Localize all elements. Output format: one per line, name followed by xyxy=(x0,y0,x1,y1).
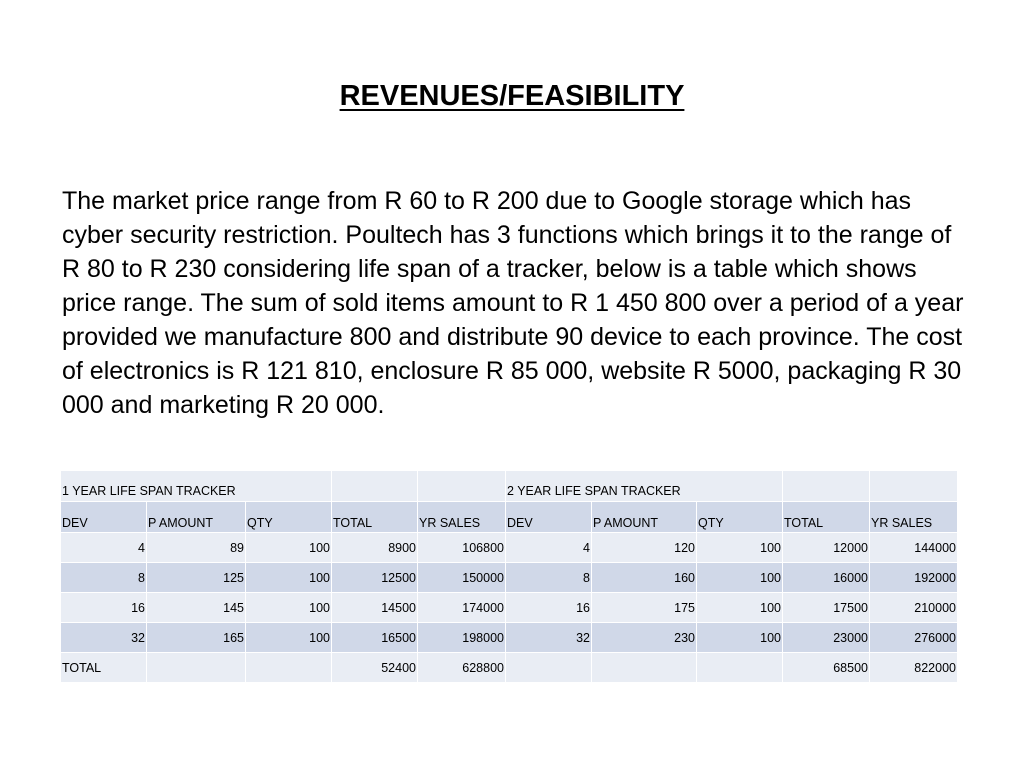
table-cell xyxy=(246,653,332,683)
total-cell: 628800 xyxy=(418,653,506,683)
table-cell: 16 xyxy=(506,593,592,623)
table-cell: 12000 xyxy=(783,533,870,563)
slide-title-text: REVENUES/FEASIBILITY xyxy=(339,80,685,112)
table-cell: 8 xyxy=(506,563,592,593)
column-header: P AMOUNT xyxy=(147,502,246,533)
table-row xyxy=(61,533,958,563)
table-cell: 16000 xyxy=(783,563,870,593)
table-cell: 23000 xyxy=(783,623,870,653)
table-cell: 210000 xyxy=(870,593,958,623)
table-cell: 175 xyxy=(592,593,697,623)
table-cell xyxy=(147,653,246,683)
table-cell: 32 xyxy=(506,623,592,653)
table-cell: 165 xyxy=(147,623,246,653)
table-cell: 192000 xyxy=(870,563,958,593)
group-2-title: 2 YEAR LIFE SPAN TRACKER xyxy=(506,471,783,502)
column-header: TOTAL xyxy=(332,502,418,533)
column-header: TOTAL xyxy=(783,502,870,533)
slide-title xyxy=(0,76,1024,116)
column-header: P AMOUNT xyxy=(592,502,697,533)
table-group-header-row xyxy=(61,471,958,502)
table-cell: 4 xyxy=(61,533,147,563)
column-header: DEV xyxy=(506,502,592,533)
table-cell xyxy=(418,471,506,502)
table-cell: 198000 xyxy=(418,623,506,653)
table-cell: 174000 xyxy=(418,593,506,623)
table-cell xyxy=(870,471,958,502)
table-cell: 100 xyxy=(697,533,783,563)
column-header: DEV xyxy=(61,502,147,533)
table-cell: 8900 xyxy=(332,533,418,563)
table-cell xyxy=(332,471,418,502)
table-cell: 16500 xyxy=(332,623,418,653)
body-paragraph: The market price range from R 60 to R 200 due to Google storage which has cyber security restriction. Poultech has 3 functions which brings it to the range of R 80 to R 230 considering life span of a tracker, below is a table which shows price range. The sum of sold items amount to R 1 450 800 over a period of a year provided we manufacture 800 and distribute 90 device to each province. The cost of electronics is R 121 810, enclosure R 85 000, website R 5000, packaging R 30 000 and marketing R 20 000. xyxy=(62,187,964,419)
table-cell: 32 xyxy=(61,623,147,653)
total-cell: 68500 xyxy=(783,653,870,683)
table-cell: 150000 xyxy=(418,563,506,593)
column-header: QTY xyxy=(697,502,783,533)
table-cell: 106800 xyxy=(418,533,506,563)
table-cell: 100 xyxy=(697,593,783,623)
table-row xyxy=(61,563,958,593)
table-cell xyxy=(697,653,783,683)
table-row xyxy=(61,623,958,653)
table-cell: 100 xyxy=(697,563,783,593)
table-total-row xyxy=(61,653,958,683)
revenue-table xyxy=(60,470,958,683)
table-cell: 100 xyxy=(697,623,783,653)
table-cell: 144000 xyxy=(870,533,958,563)
table-cell xyxy=(506,653,592,683)
table-cell xyxy=(783,471,870,502)
total-cell: 52400 xyxy=(332,653,418,683)
table-cell: 17500 xyxy=(783,593,870,623)
column-header: YR SALES xyxy=(418,502,506,533)
table-cell xyxy=(592,653,697,683)
table-cell: 8 xyxy=(61,563,147,593)
table-cell: 16 xyxy=(61,593,147,623)
group-1-title: 1 YEAR LIFE SPAN TRACKER xyxy=(61,471,332,502)
table-cell: 100 xyxy=(246,623,332,653)
table-cell: 100 xyxy=(246,563,332,593)
total-cell: 822000 xyxy=(870,653,958,683)
total-label: TOTAL xyxy=(61,653,147,683)
table-cell: 100 xyxy=(246,533,332,563)
table-row xyxy=(61,593,958,623)
table-cell: 160 xyxy=(592,563,697,593)
table-cell: 120 xyxy=(592,533,697,563)
table-cell: 145 xyxy=(147,593,246,623)
table-cell: 89 xyxy=(147,533,246,563)
table-cell: 276000 xyxy=(870,623,958,653)
table-cell: 230 xyxy=(592,623,697,653)
column-header: QTY xyxy=(246,502,332,533)
table-cell: 125 xyxy=(147,563,246,593)
table-column-header-row xyxy=(61,502,958,533)
table-cell: 12500 xyxy=(332,563,418,593)
column-header: YR SALES xyxy=(870,502,958,533)
table-cell: 100 xyxy=(246,593,332,623)
table-cell: 4 xyxy=(506,533,592,563)
table-cell: 14500 xyxy=(332,593,418,623)
